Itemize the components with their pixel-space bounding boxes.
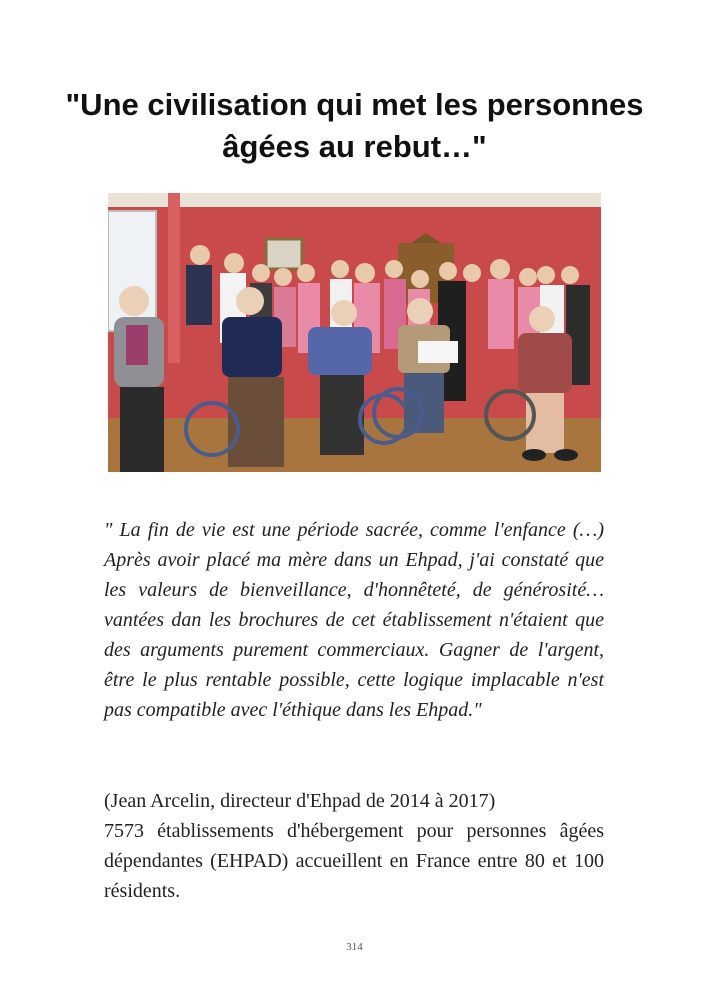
quote-attribution: (Jean Arcelin, directeur d'Ehpad de 2014 à 2017) xyxy=(104,790,496,812)
page-title: "Une civilisation qui met les personnes âgées au rebut…" xyxy=(65,87,644,164)
quote-text: " La fin de vie est une période sacrée, comme l'enfance (…) Après avoir placé ma mère dans un Ehpad, j'ai constaté que les valeurs de bienveillance, d'honnêteté, de générosité… vantées dan les brochures de cet établissement n'étaient que des arguments purement commerciaux. Gagner de l'argent, être le plus rentable possible, cette logique implacable n'est pas compatible avec l'éthique dans les Ehpad." xyxy=(104,519,604,721)
body-paragraph: 7573 établissements d'hébergement pour personnes âgées dépendantes (EHPAD) accueillent en France entre 80 et 100 résidents. xyxy=(104,820,604,902)
page-number: 314 xyxy=(346,941,363,953)
group-photo xyxy=(108,193,601,472)
